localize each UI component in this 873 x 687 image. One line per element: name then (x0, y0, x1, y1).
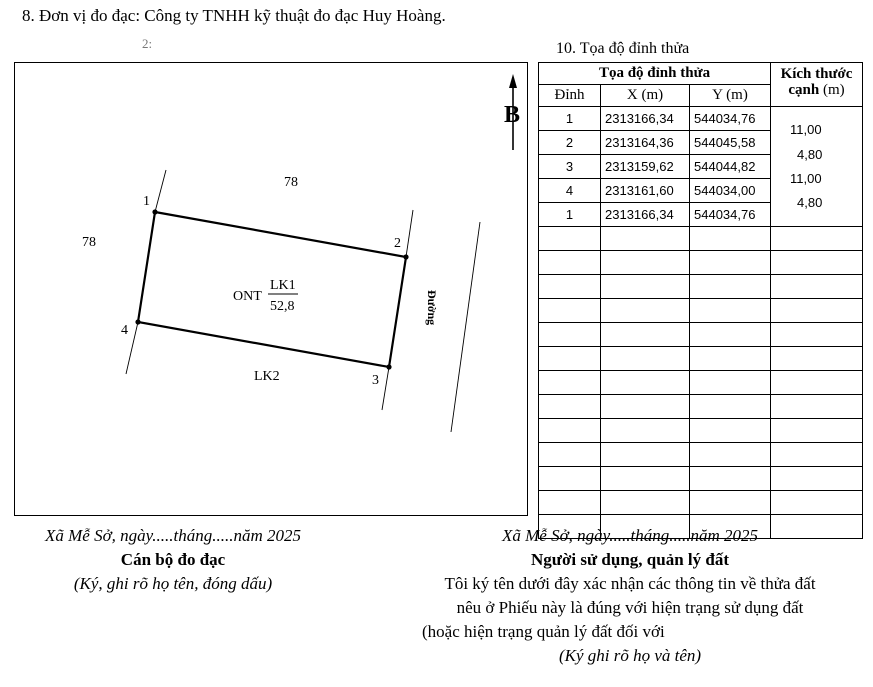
coordinates-section-title: 10. Tọa độ đỉnh thửa (556, 40, 690, 57)
edge-length-4-1: 4,80 (797, 195, 823, 210)
parcel-sketch (14, 62, 528, 516)
empty-row (539, 299, 863, 323)
neighbor-label-top: 78 (284, 175, 298, 190)
empty-row (539, 467, 863, 491)
edge-length-header-line2: cạnh (788, 82, 820, 98)
x-cell: 2313166,34 (601, 203, 690, 227)
empty-row (539, 323, 863, 347)
empty-row (539, 347, 863, 371)
owner-statement-2: nêu ở Phiếu này là đúng với hiện trạng sử dụng đất (456, 598, 804, 617)
owner-note: (Ký ghi rõ họ và tên) (558, 646, 702, 665)
road-label: Đường (425, 290, 439, 326)
y-cell: 544044,82 (690, 155, 771, 179)
vertex-marker (386, 364, 391, 369)
surveyor-signature-block (14, 526, 332, 598)
vertex-marker (152, 209, 157, 214)
owner-date-line: Xã Mễ Sở, ngày.....tháng.....năm 2025 (501, 526, 759, 545)
y-cell: 544034,76 (690, 203, 771, 227)
owner-signature-block (400, 526, 860, 670)
boundary-extension (406, 210, 413, 257)
surveyor-date-line: Xã Mễ Sở, ngày.....tháng.....năm 2025 (44, 526, 302, 545)
edge-length-1-2: 11,00 (790, 122, 822, 137)
boundary-extension (155, 170, 166, 212)
neighbor-label-bottom: LK2 (254, 369, 280, 384)
parcel-area: 52,8 (270, 299, 295, 314)
edge-length-2-3: 4,80 (797, 147, 823, 162)
edge-length-unit: (m) (822, 82, 845, 98)
neighbor-label-left: 78 (82, 235, 96, 250)
y-cell: 544034,00 (690, 179, 771, 203)
vertex-marker (135, 319, 140, 324)
empty-row (539, 227, 863, 251)
vertex-cell: 2 (539, 131, 601, 155)
vertex-label-1: 1 (143, 194, 150, 209)
empty-row (539, 419, 863, 443)
empty-row (539, 443, 863, 467)
surveyor-note: (Ký, ghi rõ họ tên, đóng dấu) (73, 574, 273, 593)
vertex-cell: 1 (539, 107, 601, 131)
vertex-cell: 4 (539, 179, 601, 203)
north-arrow-head (509, 74, 517, 88)
y-cell: 544045,58 (690, 131, 771, 155)
survey-unit-line: 8. Đơn vị đo đạc: Công ty TNHH kỹ thuật đo đạc Huy Hoàng. (22, 6, 446, 25)
owner-statement-1: Tôi ký tên dưới đây xác nhận các thông tin về thửa đất (444, 574, 816, 593)
owner-role: Người sử dụng, quản lý đất (531, 550, 729, 569)
empty-row (539, 275, 863, 299)
coordinates-group-header: Tọa độ đỉnh thửa (539, 63, 771, 85)
x-cell: 2313159,62 (601, 155, 690, 179)
x-cell: 2313164,36 (601, 131, 690, 155)
parcel-number: LK1 (270, 278, 296, 293)
empty-row (539, 395, 863, 419)
edge-length-header (771, 63, 863, 107)
empty-row (539, 491, 863, 515)
road-edge-line (451, 222, 480, 432)
x-column-header: X (m) (601, 85, 690, 107)
vertex-cell: 1 (539, 203, 601, 227)
y-cell: 544034,76 (690, 107, 771, 131)
edge-length-header-line1: Kích thước (780, 66, 853, 82)
empty-row (539, 371, 863, 395)
vertex-label-4: 4 (121, 323, 128, 338)
parcel-land-type: ONT (233, 289, 262, 304)
faint-mark: 2: (142, 36, 153, 51)
owner-statement-3: (hoặc hiện trạng quản lý đất đối với (422, 622, 665, 641)
north-label: B (504, 102, 521, 128)
vertex-label-2: 2 (394, 236, 401, 251)
vertex-column-header: Đỉnh (539, 85, 601, 107)
x-cell: 2313166,34 (601, 107, 690, 131)
vertex-label-3: 3 (372, 373, 379, 388)
vertex-marker (403, 254, 408, 259)
empty-row (539, 251, 863, 275)
vertex-cell: 3 (539, 155, 601, 179)
boundary-extension (382, 367, 389, 410)
surveyor-role: Cán bộ đo đạc (120, 550, 226, 569)
y-column-header: Y (m) (690, 85, 771, 107)
x-cell: 2313161,60 (601, 179, 690, 203)
edge-length-3-4: 11,00 (790, 171, 822, 186)
